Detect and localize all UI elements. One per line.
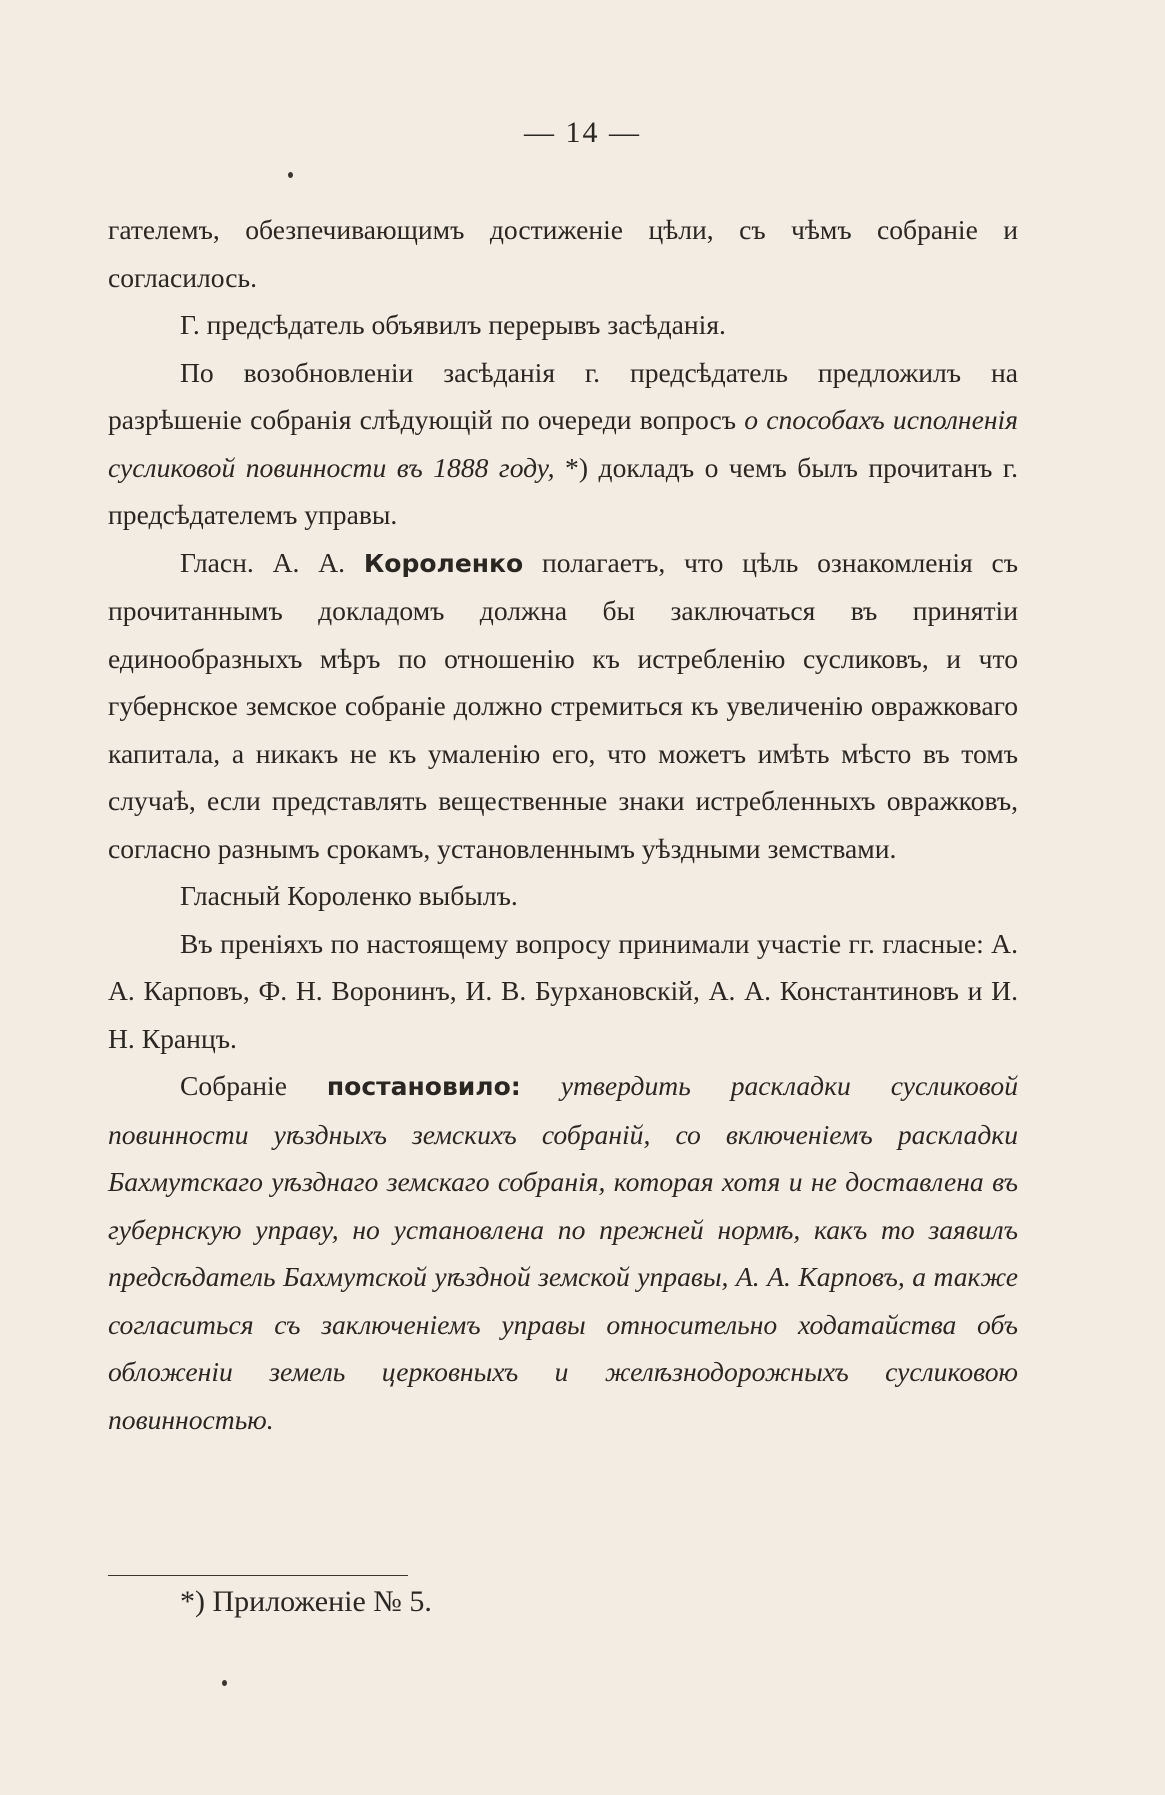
paragraph-3-start: По возобновленіи засѣданія г. предсѣдатель предложилъ на разрѣшеніе собранія слѣдующій по очереди вопросъ [108, 356, 1018, 435]
paragraph-7 [108, 1062, 1018, 1443]
body-text [108, 206, 1018, 1443]
resolution-word: постановило: [326, 1072, 521, 1101]
paragraph-2: Г. предсѣдатель объявилъ перерывъ засѣданія. [180, 309, 726, 340]
page-number: — 14 — [524, 116, 641, 149]
paragraph-4-start: Гласн. А. А. [180, 546, 364, 578]
paragraph-7-start: Собраніе [180, 1070, 327, 1101]
footnote-rule [108, 1575, 408, 1576]
paragraph-5: Гласный Короленко выбылъ. [180, 880, 518, 911]
ink-speck [288, 172, 293, 178]
resolution-text: утвердить раскладки сусликовой повинности уѣздныхъ земскихъ собраній, со включеніемъ раскладки Бахмутскаго уѣзднаго земскаго собранія, которая хотя и не доставлена въ губернскую управу, но установлена по прежней нормѣ, какъ то заявилъ предсѣдатель Бахмутской уѣздной земской управы, А. А. Карповъ, а также согласиться съ заключеніемъ управы относительно ходатайства объ обложеніи земель церковныхъ и желѣзнодорожныхъ сусликовою повинностью. [108, 1070, 1018, 1435]
paragraph-4-rest: полагаетъ, что цѣль ознакомленія съ прочитаннымъ докладомъ должна бы заключаться въ принятіи единообразныхъ мѣръ по отношенію къ истребленію сусликовъ, и что губернское земское собраніе должно стремиться къ увеличенію овражковаго капитала, а никакъ не къ умаленію его, что можетъ имѣть мѣсто въ томъ случаѣ, если представлять вещественные знаки истребленныхъ овражковъ, согласно разнымъ срокамъ, установленнымъ уѣздными земствами. [108, 546, 1018, 864]
paragraph-3 [108, 349, 1018, 539]
paragraph-3-italic: о способахъ исполненія сусликовой повинности въ 1888 году, [108, 404, 1018, 483]
ink-speck [222, 1680, 227, 1686]
speaker-name: Короленко [363, 548, 524, 578]
paragraph-4 [108, 539, 1018, 873]
paragraph-1: гателемъ, обезпечивающимъ достиженіе цѣли, съ чѣмъ собраніе и согласилось. [108, 214, 1018, 293]
paragraph-3-end: *) докладъ о чемъ былъ прочитанъ г. предсѣдателемъ управы. [108, 451, 1019, 530]
paragraph-6: Въ преніяхъ по настоящему вопросу принимали участіе гг. гласные: А. А. Карповъ, Ф. Н. Воронинъ, И. В. Бурхановскій, А. А. Константиновъ и И. Н. Кранцъ. [108, 927, 1018, 1054]
footnote: *) Приложеніе № 5. [180, 1585, 432, 1618]
